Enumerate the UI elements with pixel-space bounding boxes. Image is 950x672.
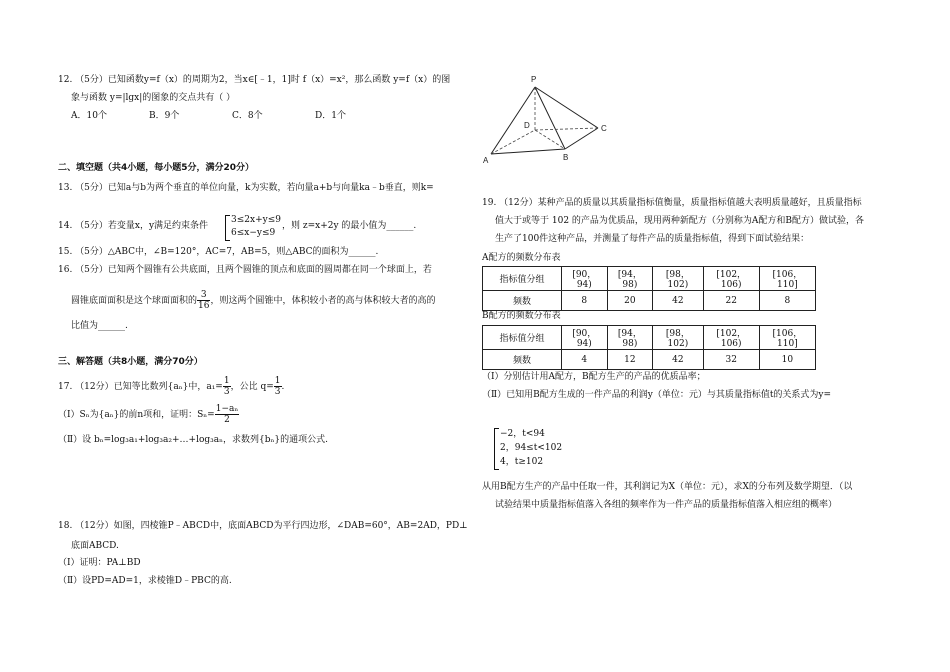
label-a: A	[483, 156, 489, 165]
q13-text: 13. （5分）已知a与b为两个垂直的单位向量，k为实数，若向量a+b与向量ka﹣b垂直，则k=	[58, 183, 434, 193]
q17-a1-fraction	[223, 376, 231, 397]
q12-line2: 象与函数 y=|lgx|的图象的交点共有（ ）	[71, 93, 236, 103]
q12-option-c: C．8个	[232, 111, 263, 121]
q17-sn-denominator: 2	[224, 415, 230, 425]
q18-part2: （Ⅱ）设PD=AD=1，求棱锥D﹣PBC的高.	[58, 576, 232, 586]
q14-constraint-1: 3≤2x+y≤9	[231, 215, 281, 225]
q19-piecewise-brace	[494, 428, 499, 470]
q16-fraction-numerator: 3	[197, 290, 210, 301]
table-a	[482, 266, 816, 311]
table-b-freq: 42	[653, 350, 703, 370]
edge-dc	[535, 128, 598, 130]
q17-a1-numerator: 1	[223, 376, 230, 386]
q18-line2: 底面ABCD.	[71, 541, 119, 551]
q17-part1-pre: （Ⅰ）Sₙ为{aₙ}的前n项和，证明：Sₙ=	[58, 410, 215, 420]
table-b-freq: 10	[759, 350, 815, 370]
table-a-group: [94，98)	[607, 267, 653, 291]
q12-line1: 12. （5分）已知函数y=f（x）的周期为2，当x∈[﹣1，1]时 f（x）=x²，那么函数 y=f（x）的图	[58, 75, 451, 85]
table-a-freq: 8	[562, 291, 608, 311]
table-b-header-row	[483, 326, 816, 350]
q12-option-a: A．10个	[71, 111, 107, 121]
q19-line2: 值大于或等于 102 的产品为优质品，现用两种新配方（分别称为A配方和B配方）做试验，各	[495, 216, 865, 226]
q17-mid: ，公比 q=	[230, 382, 274, 392]
q14-system-brace	[225, 215, 230, 241]
q17-end: .	[281, 382, 285, 392]
table-b-group: [102，106)	[703, 326, 759, 350]
q12-option-b: B．9个	[149, 111, 180, 121]
q14-constraint-2: 6≤x−y≤9	[231, 228, 276, 238]
q17-part1	[58, 404, 239, 425]
table-b-row-header-groups: 指标值分组	[483, 326, 562, 350]
edge-ab	[491, 149, 565, 154]
q19-line3: 生产了100件这种产品，并测量了每件产品的质量指标值，得到下面试验结果：	[495, 234, 810, 244]
q19-piece-3: 4，t≥102	[500, 457, 544, 467]
edge-ad	[491, 130, 535, 154]
q16-line1: 16. （5分）已知两个圆锥有公共底面，且两个圆锥的顶点和底面的圆周都在同一个球面上，若	[58, 265, 432, 275]
q14-post: ，则 z=x+2y 的最小值为______.	[282, 221, 417, 231]
q19-piece-2: 2，94≤t<102	[500, 443, 563, 453]
table-a-header-row	[483, 267, 816, 291]
q19-line1: 19. （12分）某种产品的质量以其质量指标值衡量，质量指标值越大表明质量越好，且质量指标	[482, 198, 862, 208]
table-b-caption: B配方的频数分布表	[482, 311, 561, 321]
label-b: B	[563, 153, 569, 162]
table-a-group: [98，102)	[653, 267, 703, 291]
table-a-group: [106，110]	[759, 267, 815, 291]
q16-fraction	[197, 290, 210, 311]
q17-part2: （Ⅱ）设 bₙ=log₃a₁+log₃a₂+…+log₃aₙ，求数列{bₙ}的通项公式.	[58, 435, 328, 445]
q19-part1: （Ⅰ）分别估计用A配方，B配方生产的产品的优质品率；	[482, 372, 706, 382]
q17-pre: 17. （12分）已知等比数列{aₙ}中，a₁=	[58, 382, 223, 392]
table-a-freq: 8	[759, 291, 815, 311]
table-b-freq-row	[483, 350, 816, 370]
table-b-group: [106，110]	[759, 326, 815, 350]
label-c: C	[601, 124, 607, 133]
q12-option-d: D．1个	[315, 111, 346, 121]
q16-line2-post: ，则这两个圆锥中，体积较小者的高与体积较大者的高的	[210, 296, 436, 306]
table-b-row-header-freq: 频数	[483, 350, 562, 370]
q17-line1	[58, 376, 284, 397]
label-p: P	[531, 75, 537, 84]
table-a-row-header-freq: 频数	[483, 291, 562, 311]
q16-fraction-denominator: 16	[198, 301, 210, 311]
q16-line2-pre: 圆锥底面面积是这个球面面积的	[71, 296, 198, 306]
q19-part2: （Ⅱ）已知用B配方生成的一件产品的利润y（单位：元）与其质量指标值t的关系式为y=	[482, 390, 832, 400]
q15-text: 15. （5分）△ABC中，∠B=120°，AC=7，AB=5，则△ABC的面积为______.	[58, 247, 379, 257]
q18-part1: （Ⅰ）证明：PA⊥BD	[58, 558, 141, 568]
q18-line1: 18. （12分）如图，四棱锥P﹣ABCD中，底面ABCD为平行四边形，∠DAB=60°，AB=2AD，PD⊥	[58, 521, 468, 531]
q17-q-numerator: 1	[274, 376, 281, 386]
table-a-freq: 22	[703, 291, 759, 311]
table-b	[482, 325, 816, 370]
table-b-freq: 12	[607, 350, 653, 370]
q14-pre: 14. （5分）若变量x，y满足约束条件	[58, 221, 209, 231]
q17-sn-numerator: 1−aₙ	[215, 404, 239, 414]
q17-sn-fraction	[215, 404, 240, 425]
table-a-freq: 20	[607, 291, 653, 311]
edge-bc	[565, 128, 598, 149]
q19-after-line1: 从用B配方生产的产品中任取一件，其利润记为X（单位：元），求X的分布列及数学期望．（以	[482, 482, 853, 492]
table-b-group: [98，102)	[653, 326, 703, 350]
label-d: D	[524, 121, 530, 130]
section-fill-in-heading: 二、填空题（共4小题，每小题5分，满分20分）	[58, 163, 255, 173]
q19-piece-1: −2，t<94	[500, 429, 545, 439]
table-a-freq: 42	[653, 291, 703, 311]
q17-q-denominator: 3	[274, 387, 281, 397]
table-b-freq: 32	[703, 350, 759, 370]
table-b-group: [94，98)	[607, 326, 653, 350]
table-a-row-header-groups: 指标值分组	[483, 267, 562, 291]
q16-line3: 比值为______.	[71, 321, 128, 331]
table-a-caption: A配方的频数分布表	[482, 253, 561, 263]
q19-after-line2: 试验结果中质量指标值落入各组的频率作为一件产品的质量指标值落入相应组的概率）	[495, 500, 838, 510]
table-a-freq-row	[483, 291, 816, 311]
table-a-group: [90，94)	[562, 267, 608, 291]
q16-line2	[71, 290, 435, 311]
section-solutions-heading: 三、解答题（共8小题，满分70分）	[58, 357, 203, 367]
pyramid-figure	[478, 70, 618, 170]
table-b-group: [90，94)	[562, 326, 608, 350]
q17-q-fraction	[274, 376, 282, 397]
table-b-freq: 4	[562, 350, 608, 370]
q17-a1-denominator: 3	[223, 387, 230, 397]
table-a-group: [102，106)	[703, 267, 759, 291]
